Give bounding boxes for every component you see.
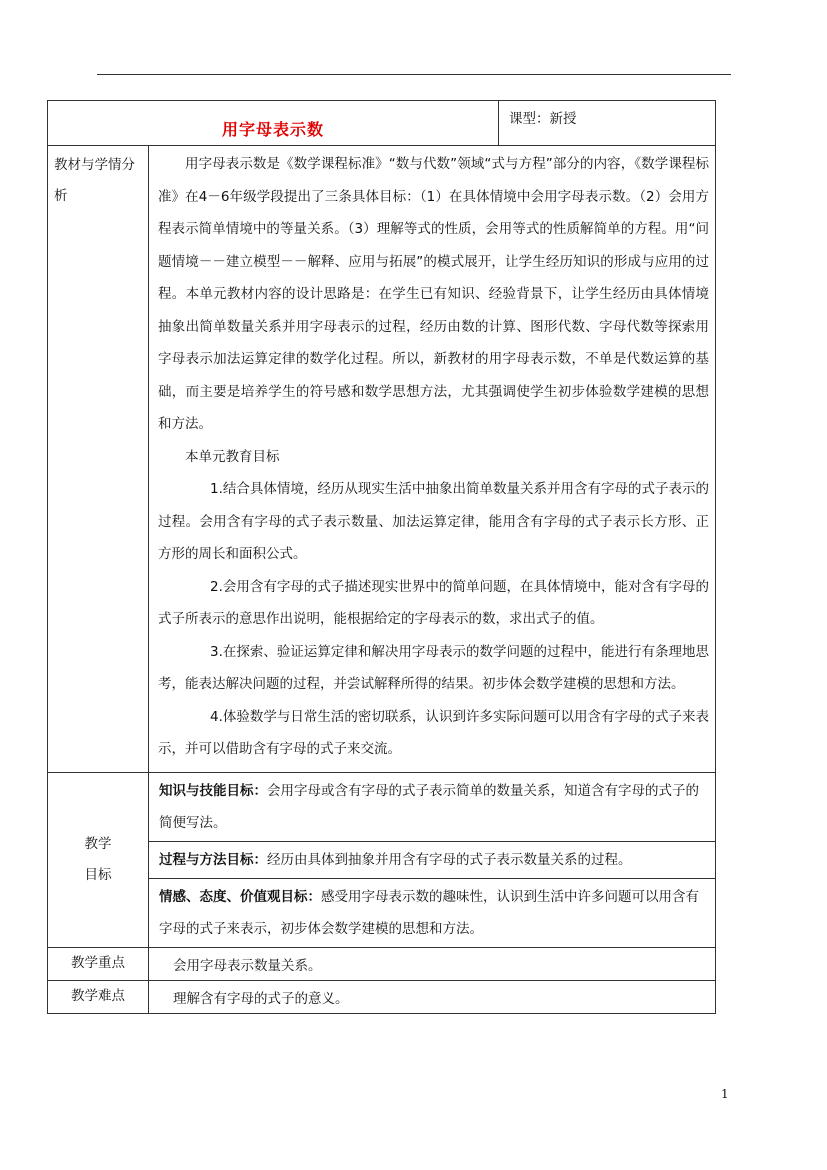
difficulty-label-cell bbox=[48, 980, 149, 1013]
objective-process bbox=[149, 841, 716, 878]
analysis-label-cell bbox=[48, 146, 149, 773]
key-point-label-cell bbox=[48, 947, 149, 980]
objective-heading: 知识与技能目标： bbox=[159, 782, 267, 799]
key-point-cell bbox=[149, 947, 716, 980]
objective-attitude bbox=[149, 878, 716, 947]
analysis-paragraph: 用字母表示数是《数学课程标准》“数与代数”领域“式与方程”部分的内容，《数学课程标准》在4－6年级学段提出了三条具体目标：（1）在具体情境中会用字母表示数。（2）会用方程表示简单情境中的等量关系。（3）理解等式的性质，会用等式的性质解简单的方程。用“问题情境－－建立模型－－解释、应用与拓展”的模式展开，让学生经历知识的形成与应用的过程。本单元教材内容的设计思路是：在学生已有知识、经验背景下，让学生经历由具体情境抽象出简单数量关系并用字母表示的过程，经历由数的计算、图形代数、字母代数等探索用字母表示加法运算定律的数学化过程。所以，新教材的用字母表示数，不单是代数运算的基础，而主要是培养学生的符号感和数学思想方法，尤其强调使学生初步体验数学建模的思想和方法。 bbox=[158, 156, 710, 432]
objectives-label-cell bbox=[48, 772, 149, 947]
unit-goal-item: 2.会用含有字母的式子描述现实世界中的简单问题，在具体情境中，能对含有字母的式子所表示的意思作出说明，能根据给定的字母表示的数，求出式子的值。 bbox=[158, 578, 710, 627]
key-point-label: 教学重点 bbox=[71, 955, 125, 971]
title-cell bbox=[48, 101, 499, 146]
unit-goal-item: 3.在探索、验证运算定律和解决用字母表示的数学问题的过程中，能进行有条理地思考，能表达解决问题的过程，并尝试解释所得的结果。初步体会数学建模的思想和方法。 bbox=[158, 643, 710, 692]
lesson-plan-table bbox=[47, 100, 716, 1014]
page-number: 1 bbox=[721, 1087, 729, 1101]
objective-text: 会用字母或含有字母的式子表示简单的数量关系，知道含有字母的式子的简便写法。 bbox=[159, 782, 699, 831]
difficulty-label: 教学难点 bbox=[71, 988, 125, 1004]
key-point-text: 会用字母表示数量关系。 bbox=[173, 957, 322, 974]
difficulty-cell bbox=[149, 980, 716, 1013]
objective-text: 感受用字母表示数的趣味性，认识到生活中许多问题可以用含有字母的式子来表示，初步体会数学建模的思想和方法。 bbox=[159, 888, 699, 937]
lesson-title: 用字母表示数 bbox=[222, 119, 325, 139]
difficulty-text: 理解含有字母的式子的意义。 bbox=[173, 990, 349, 1007]
unit-goals-heading: 本单元教育目标 bbox=[185, 448, 280, 465]
objective-heading: 过程与方法目标： bbox=[159, 851, 267, 868]
objective-heading: 情感、态度、价值观目标： bbox=[159, 888, 321, 905]
header-rule bbox=[97, 74, 731, 75]
unit-goal-item: 1.结合具体情境，经历从现实生活中抽象出简单数量关系并用含有字母的式子表示的过程。会用含有字母的式子表示数量、加法运算定律，能用含有字母的式子表示长方形、正方形的周长和面积公式。 bbox=[158, 481, 710, 562]
objective-text: 经历由具体到抽象并用含有字母的式子表示数量关系的过程。 bbox=[267, 851, 632, 868]
objectives-label-line1: 教学 bbox=[84, 835, 112, 852]
unit-goal-item: 4.体验数学与日常生活的密切联系，认识到许多实际问题可以用含有字母的式子来表示，并可以借助含有字母的式子来交流。 bbox=[158, 708, 710, 757]
analysis-content bbox=[149, 146, 716, 773]
course-type-cell bbox=[499, 101, 716, 146]
course-type: 课型：新授 bbox=[509, 111, 577, 127]
objectives-label-line2: 目标 bbox=[84, 866, 112, 883]
objective-knowledge bbox=[149, 772, 716, 841]
analysis-label: 教材与学情分析 bbox=[54, 157, 135, 204]
